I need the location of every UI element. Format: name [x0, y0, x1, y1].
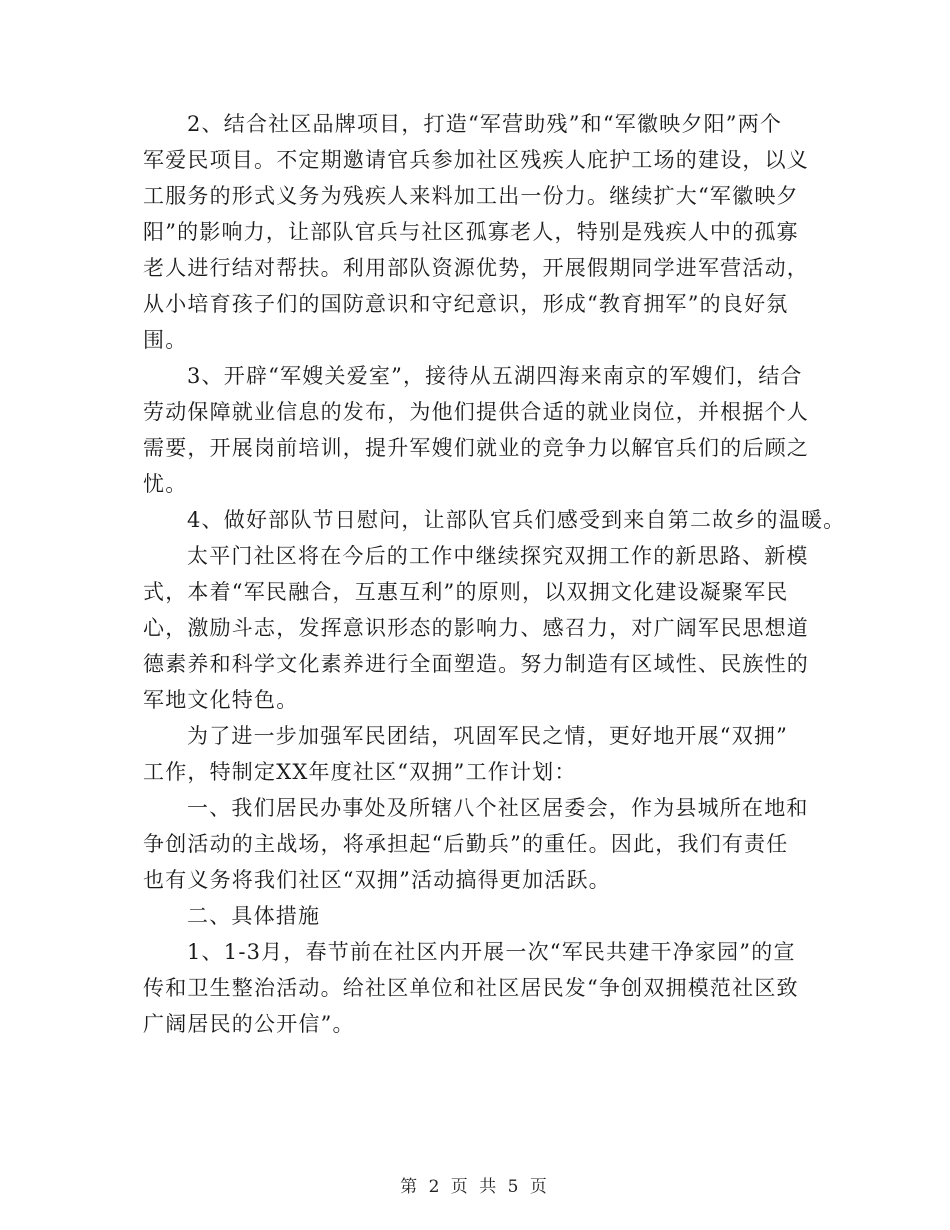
text-line: 德素养和科学文化素养进行全面塑造。努力制造有区域性、民族性的	[143, 652, 809, 676]
text-line: 为了进一步加强军民团结，巩固军民之情，更好地开展“双拥”	[187, 724, 789, 748]
text-line: 二、具体措施	[187, 904, 321, 928]
text-line: 心，激励斗志，发挥意识形态的影响力、感召力，对广阔军民思想道	[143, 616, 809, 640]
text-line: 工作，特制定XX年度社区“双拥”工作计划：	[143, 760, 577, 784]
page-number-footer: 第 2 页 共 5 页	[400, 1177, 550, 1197]
text-line: 2、结合社区品牌项目，打造“军营助残”和“军徽映夕阳”两个	[187, 112, 783, 136]
text-line: 广阔居民的公开信”。	[143, 1012, 355, 1036]
paragraph-measure-3	[143, 358, 823, 502]
text-line: 工服务的形式义务为残疾人来料加工出一份力。继续扩大“军徽映夕	[143, 184, 799, 208]
text-line: 一、我们居民办事处及所辖八个社区居委会，作为县城所在地和	[187, 796, 809, 820]
text-line: 争创活动的主战场，将承担起“后勤兵”的重任。因此，我们有责任	[143, 832, 789, 856]
text-line: 军爱民项目。不定期邀请官兵参加社区残疾人庇护工场的建设，以义	[143, 148, 809, 172]
paragraph-section-one	[143, 790, 823, 898]
text-line: 1、1-3月，春节前在社区内开展一次“军民共建干净家园”的宣	[187, 940, 796, 964]
text-line: 劳动保障就业信息的发布，为他们提供合适的就业岗位，并根据个人	[143, 400, 809, 424]
text-line: 从小培育孩子们的国防意识和守纪意识，形成“教育拥军”的良好氛	[143, 292, 789, 316]
text-line: 式，本着“军民融合，互惠互利”的原则，以双拥文化建设凝聚军民	[143, 580, 789, 604]
text-line: 军地文化特色。	[143, 688, 299, 712]
text-line: 阳”的影响力，让部队官兵与社区孤寡老人，特别是残疾人中的孤寡	[143, 220, 799, 244]
document-body	[143, 106, 846, 1042]
section-heading-measures	[143, 898, 823, 934]
text-line: 老人进行结对帮扶。利用部队资源优势，开展假期同学进军营活动，	[143, 256, 809, 280]
text-line: 需要，开展岗前培训，提升军嫂们就业的竞争力以解官兵们的后顾之	[143, 436, 809, 460]
paragraph-plan-intro	[143, 718, 823, 790]
text-line: 太平门社区将在今后的工作中继续探究双拥工作的新思路、新模	[187, 544, 809, 568]
text-line: 3、开辟“军嫂关爱室”，接待从五湖四海来南京的军嫂们，结合	[187, 364, 803, 388]
text-line: 忧。	[143, 472, 188, 496]
paragraph-measure-jan-mar	[143, 934, 823, 1042]
text-line: 传和卫生整治活动。给社区单位和社区居民发“争创双拥模范社区致	[143, 976, 799, 1000]
paragraph-community-outlook	[143, 538, 823, 718]
text-line: 4、做好部队节日慰问，让部队官兵们感受到来自第二故乡的温暖。	[187, 508, 846, 532]
text-line: 围。	[143, 328, 188, 352]
paragraph-measure-2	[143, 106, 823, 358]
paragraph-measure-4	[143, 502, 846, 538]
text-line: 也有义务将我们社区“双拥”活动搞得更加活跃。	[143, 868, 611, 892]
